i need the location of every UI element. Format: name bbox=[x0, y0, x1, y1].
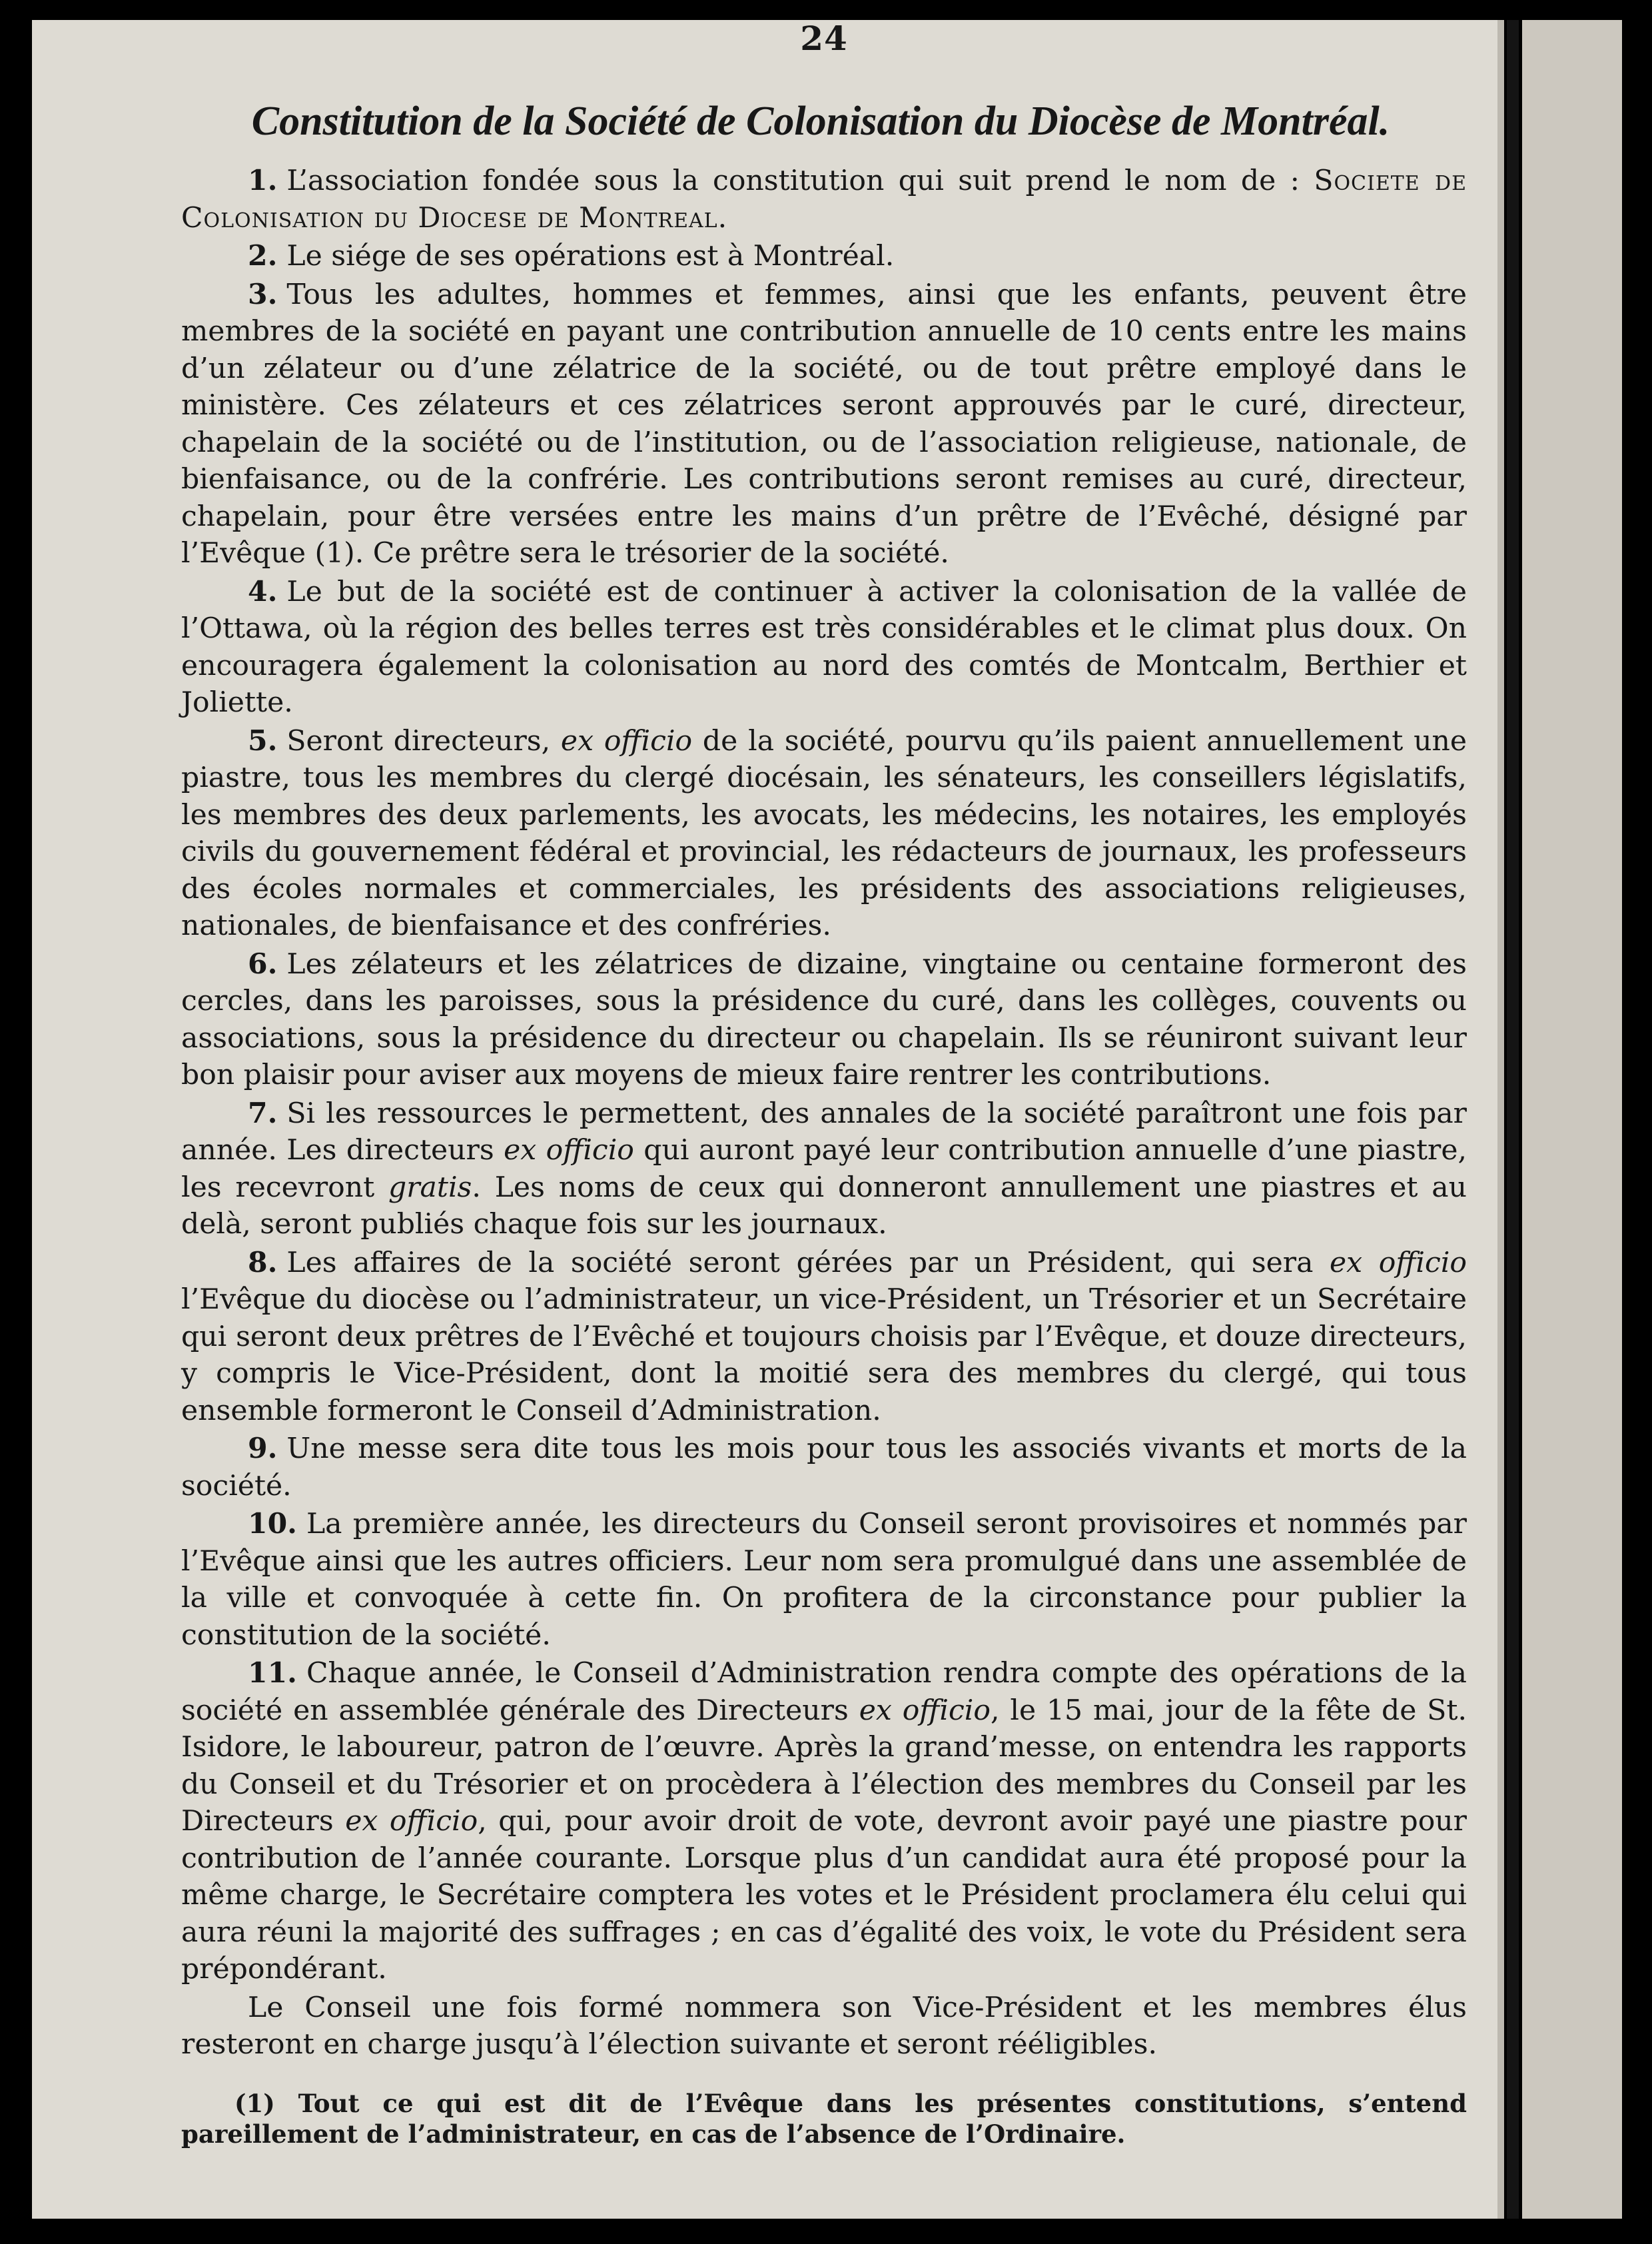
society-name: Societe de Colonisation du Diocese de Montreal bbox=[181, 165, 1467, 235]
article-text: qui auront payé leur contribution annuelle d’une piastre, les recevront bbox=[181, 1134, 1467, 1204]
article-text: La première année, les directeurs du Conseil seront provisoires et nommés par l’Evêque ainsi que les autres officiers. Leur nom sera promulgué dans une assemblée de la ville et convoquée à cette fin. On profitera de la circonstance pour publier la constitution de la société. bbox=[181, 1508, 1467, 1652]
article-number: 8. bbox=[248, 1245, 278, 1279]
article-text: . Les noms de ceux qui donneront annullement une piastres et au delà, seront publiés chaque fois sur les journaux. bbox=[181, 1171, 1467, 1241]
article-text: , qui, pour avoir droit de vote, devront avoir payé une piastre pour contribution de l’année courante. Lorsque plus d’un candidat aura été proposé pour la même charge, le Secrétaire comptera les votes et le Président proclamera élu celui qui aura réuni la majorité des suffrages ; en cas d’égalité des voix, le vote du Président sera prépondérant. bbox=[181, 1805, 1467, 1985]
article-4 bbox=[181, 574, 1467, 722]
article-text: Le but de la société est de continuer à activer la colonisation de la vallée de l’Ottawa, où la région des belles terres est très considérables et le climat plus doux. On encouragera également la colonisation au nord des comtés de Montcalm, Berthier et Joliette. bbox=[181, 575, 1467, 719]
article-italic: ex officio bbox=[1330, 1246, 1467, 1279]
article-6 bbox=[181, 946, 1467, 1094]
article-number: 11. bbox=[248, 1656, 297, 1690]
article-5 bbox=[181, 723, 1467, 945]
article-1 bbox=[181, 163, 1467, 237]
article-italic: ex officio bbox=[560, 724, 693, 758]
article-text: Une messe sera dite tous les mois pour tous les associés vivants et morts de la société. bbox=[181, 1432, 1467, 1502]
article-text: de la société, pourvu qu’ils paient annuellement une piastre, tous les membres du clergé diocésain, les sénateurs, les conseillers législatifs, les membres des deux parlements, les avocats, les médecins, les notaires, les employés civils du gouvernement fédéral et provincial, les rédacteurs de journaux, les professeurs des écoles normales et commerciales, les présidents des associations religieuses, nationales, de bienfaisance et des confréries. bbox=[181, 724, 1467, 942]
article-number: 4. bbox=[248, 574, 278, 608]
article-number: 1. bbox=[248, 164, 278, 197]
article-number: 3. bbox=[248, 277, 278, 311]
adjacent-page-edge bbox=[1522, 20, 1622, 2219]
article-italic: ex officio bbox=[859, 1694, 991, 1727]
article-text: Seront directeurs, bbox=[286, 724, 561, 758]
article-italic: ex officio bbox=[504, 1134, 634, 1167]
article-8 bbox=[181, 1245, 1467, 1430]
article-text: Le Conseil une fois formé nommera son Vice-Président et les membres élus resteront en charge jusqu’à l’élection suivante et seront rééligibles. bbox=[181, 1991, 1467, 2061]
article-text: Les zélateurs et les zélatrices de dizaine, vingtaine ou centaine formeront des cercles, dans les paroisses, sous la présidence du curé, dans les collèges, couvents ou associations, sous la présidence du directeur ou chapelain. Ils se réuniront suivant leur bon plaisir pour aviser aux moyens de mieux faire rentrer les contributions. bbox=[181, 947, 1467, 1091]
article-number: 6. bbox=[248, 947, 278, 981]
page-fold bbox=[1507, 20, 1519, 2219]
article-2 bbox=[181, 238, 1467, 275]
article-9 bbox=[181, 1430, 1467, 1504]
article-text: , le 15 mai, jour de la fête de St. Isidore, le laboureur, patron de l’œuvre. Après la grand’messe, on entendra les rapports du Conseil et du Trésorier et on procèdera à l’élection des membres du Conseil par les Directeurs bbox=[181, 1694, 1467, 1838]
article-text: Si les ressources le permettent, des annales de la société paraîtront une fois par année. Les directeurs bbox=[181, 1097, 1467, 1167]
article-text: . bbox=[717, 201, 727, 235]
article-text: L’association fondée sous la constitution qui suit prend le nom de : bbox=[286, 165, 1314, 197]
footnote: (1) Tout ce qui est dit de l’Evêque dans les présentes constitutions, s’entend pareillement de l’administrateur, en cas de l’absence de l’Ordinaire. bbox=[181, 2088, 1467, 2149]
article-text: Les affaires de la société seront gérées par un Président, qui sera bbox=[286, 1246, 1330, 1279]
article-number: 10. bbox=[248, 1507, 297, 1540]
article-text: Chaque année, le Conseil d’Administration rendra compte des opérations de la société en assemblée générale des Directeurs bbox=[181, 1657, 1467, 1727]
article-10 bbox=[181, 1506, 1467, 1654]
page-title: Constitution de la Société de Colonisation du Diocèse de Montréal. bbox=[251, 99, 1390, 144]
article-3 bbox=[181, 277, 1467, 572]
article-7 bbox=[181, 1095, 1467, 1243]
article-text: l’Evêque du diocèse ou l’administrateur, un vice-Président, un Trésorier et un Secrétaire qui seront deux prêtres de l’Evêché et toujours choisis par l’Evêque, et douze directeurs, y compris le Vice-Président, dont la moitié sera des membres du clergé, qui tous ensemble formeront le Conseil d’Administration. bbox=[181, 1283, 1467, 1427]
article-number: 5. bbox=[248, 724, 278, 758]
article-text: Le siége de ses opérations est à Montréal. bbox=[286, 240, 895, 273]
article-text: Tous les adultes, hommes et femmes, ainsi que les enfants, peuvent être membres de la société en payant une contribution annuelle de 10 cents entre les mains d’un zélateur ou d’une zélatrice de la société, ou de tout prêtre employé dans le ministère. Ces zélateurs et ces zélatrices seront approuvés par le curé, directeur, chapelain de la société ou de l’institution, ou de l’association religieuse, nationale, de bienfaisance, ou de la confrérie. Les contributions seront remises au curé, directeur, chapelain, pour être versées entre les mains d’un prêtre de l’Evêché, désigné par l’Evêque (1). Ce prêtre sera le trésorier de la société. bbox=[181, 278, 1467, 570]
article-11-continued bbox=[181, 1989, 1467, 2063]
article-italic: ex officio bbox=[345, 1805, 478, 1838]
article-italic: gratis bbox=[388, 1171, 472, 1204]
page-number: 24 bbox=[800, 19, 848, 58]
article-11 bbox=[181, 1655, 1467, 1988]
article-number: 2. bbox=[248, 239, 278, 273]
article-number: 7. bbox=[248, 1096, 278, 1130]
page-content bbox=[181, 19, 1467, 2174]
article-number: 9. bbox=[248, 1432, 278, 1465]
